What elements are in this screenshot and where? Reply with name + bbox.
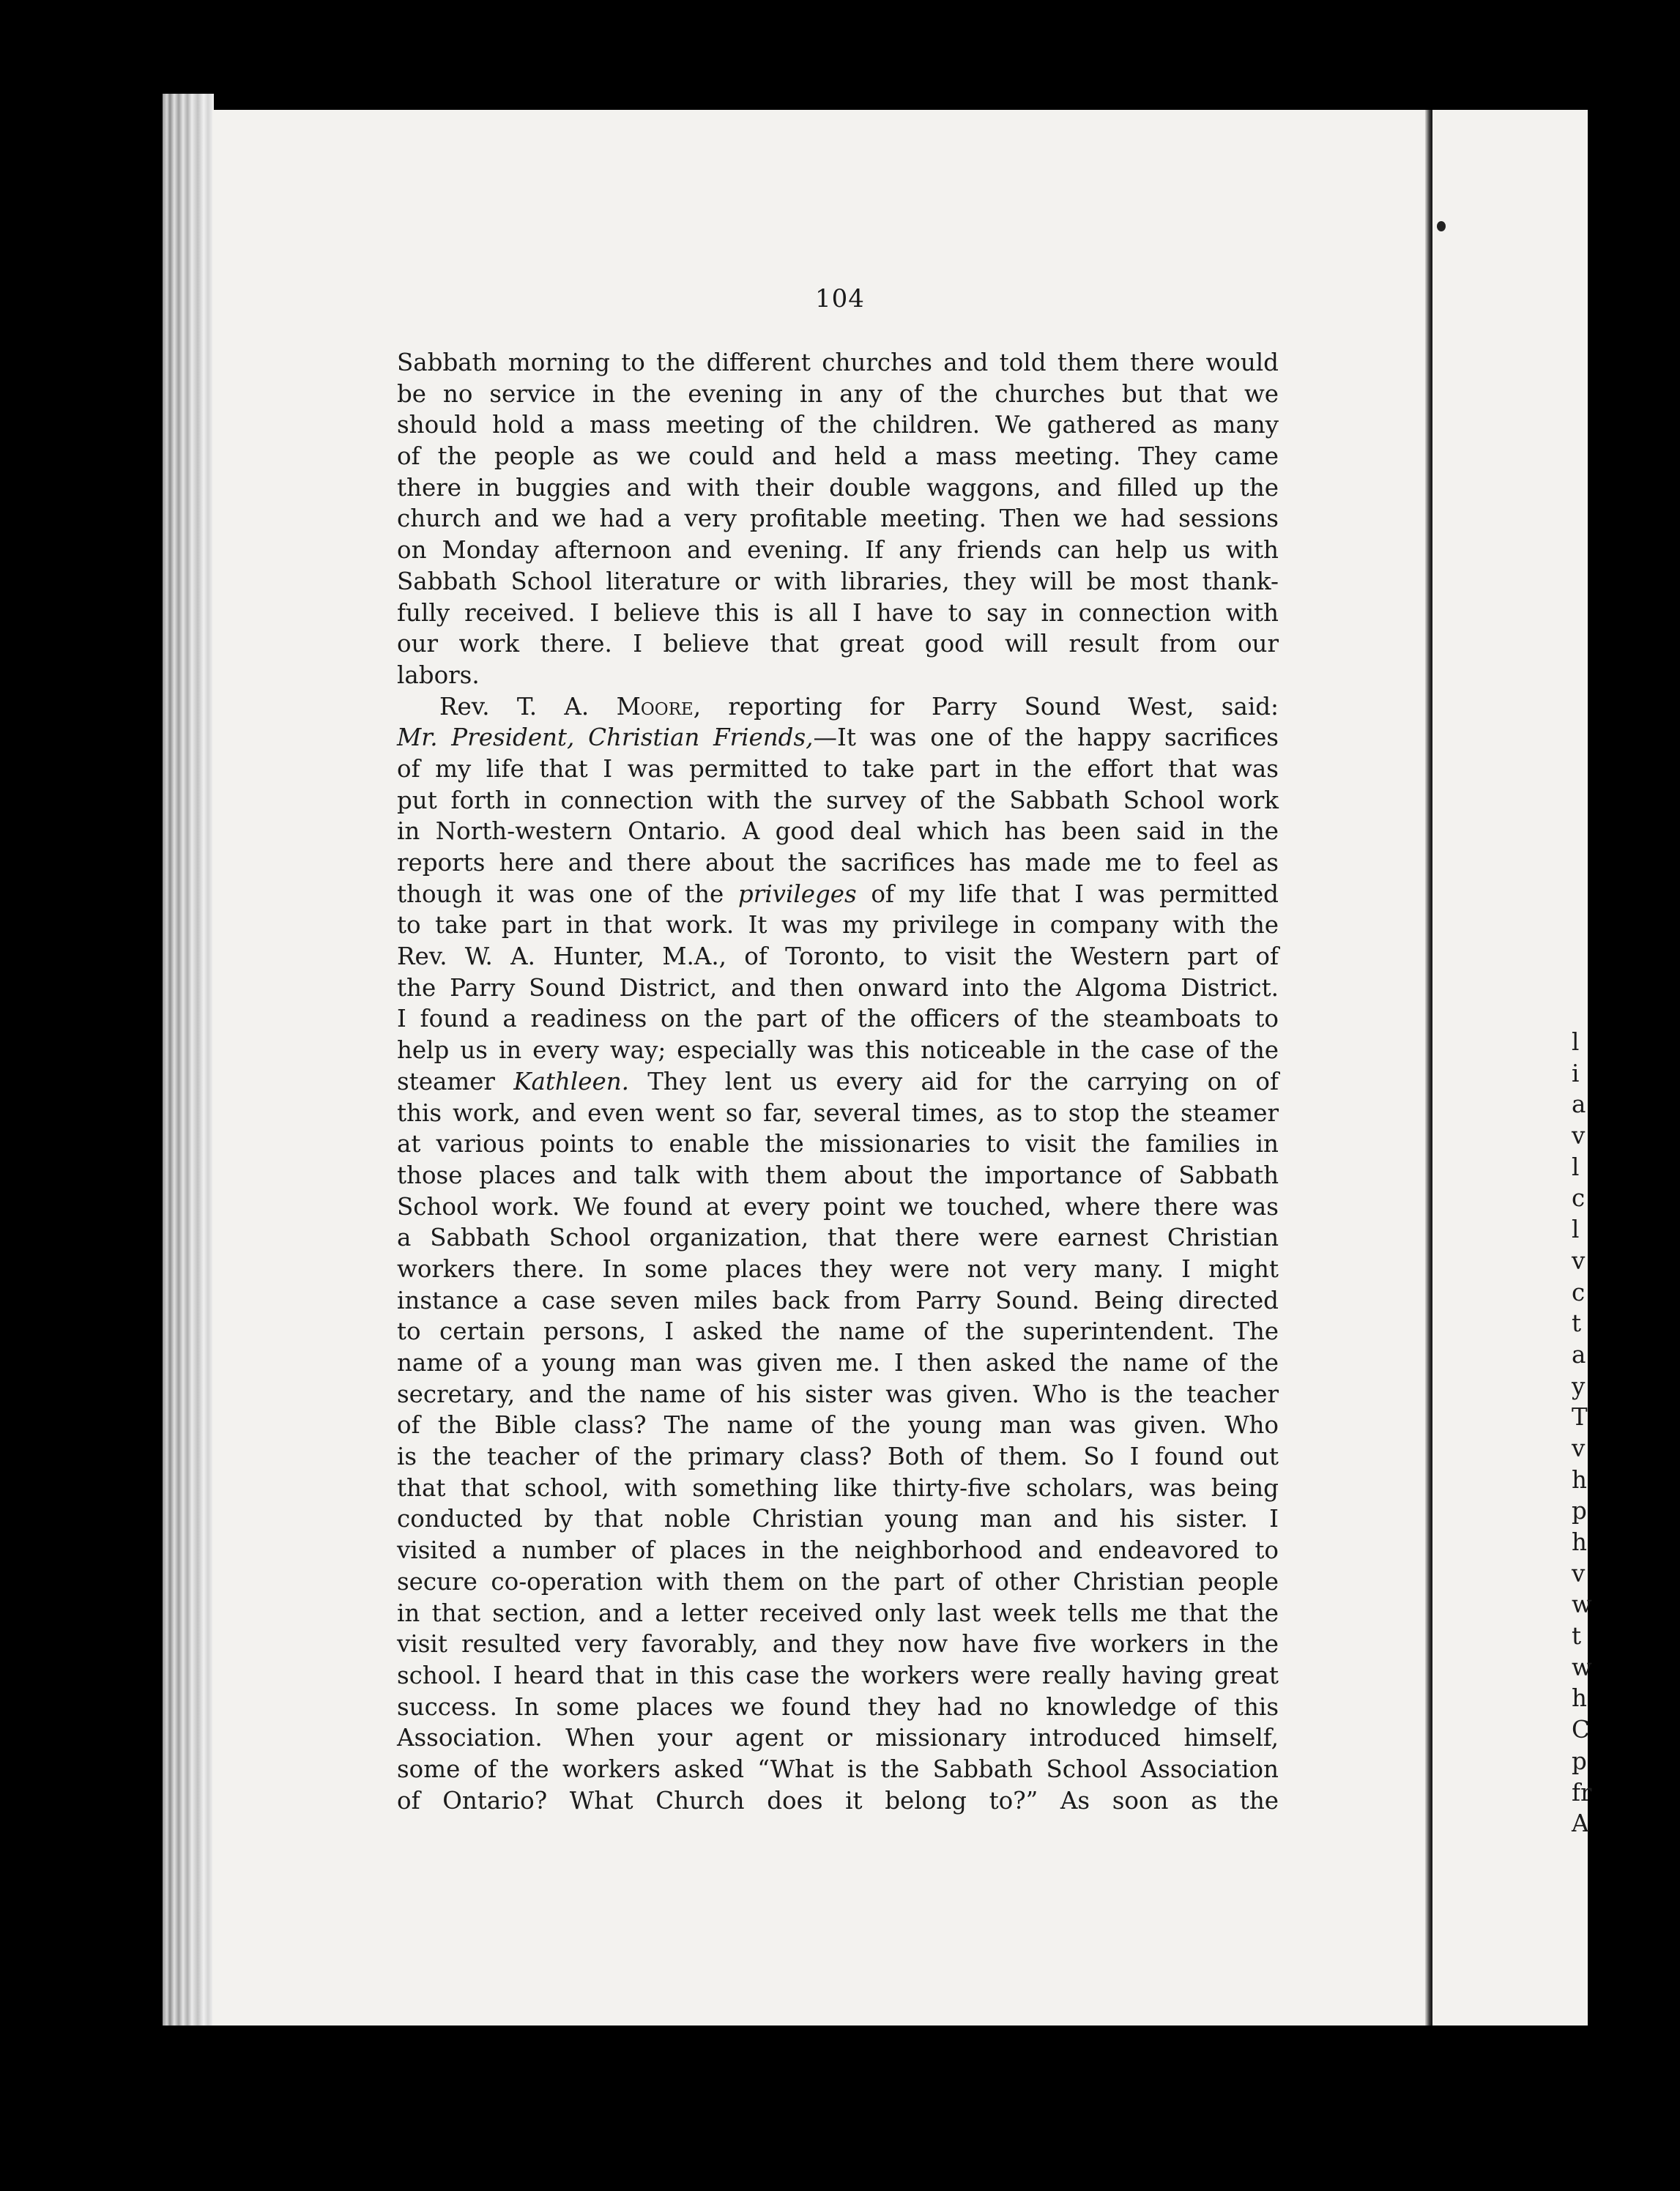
page-number: 104 bbox=[815, 284, 865, 313]
edge-letter: t bbox=[1572, 1309, 1582, 1338]
text-line: a Sabbath School organization, that there were earnest Christian bbox=[397, 1224, 1279, 1252]
text-line: name of a young man was given me. I then asked the name of the bbox=[397, 1349, 1279, 1377]
text-line: there in buggies and with their double waggons, and filled up the bbox=[397, 473, 1279, 502]
steamer-line bbox=[397, 1066, 1279, 1098]
text-line: secure co-operation with them on the part of other Christian people bbox=[397, 1567, 1279, 1596]
edge-letter: v bbox=[1572, 1434, 1586, 1462]
text-line: should hold a mass meeting of the children. We gathered as many bbox=[397, 411, 1279, 439]
text-line: some of the workers asked “What is the Sabbath School Association bbox=[397, 1755, 1279, 1783]
steamer-post: They lent us every aid for the carrying on of bbox=[628, 1067, 1279, 1096]
text-line: at various points to enable the missionaries to visit the families in bbox=[397, 1130, 1279, 1158]
privileges-post: of my life that I was permitted bbox=[856, 879, 1279, 908]
text-line: of my life that I was permitted to take part in the effort that was bbox=[397, 754, 1279, 783]
edge-letter: p bbox=[1572, 1497, 1587, 1525]
salutation-line bbox=[397, 722, 1279, 754]
edge-letter: C bbox=[1572, 1716, 1590, 1744]
text-line: our work there. I believe that great good will result from our bbox=[397, 630, 1279, 658]
text-line: school. I heard that in this case the workers were really having great bbox=[397, 1661, 1279, 1689]
body-text bbox=[397, 347, 1279, 1816]
text-line: in that section, and a letter received only last week tells me that the bbox=[397, 1599, 1279, 1627]
text-line: of the people as we could and held a mass meeting. They came bbox=[397, 442, 1279, 471]
privileges-pre: though it was one of the bbox=[397, 879, 738, 908]
edge-letter: i bbox=[1572, 1059, 1580, 1087]
text-line: Sabbath School literature or with libraries, they will be most thank- bbox=[397, 567, 1279, 595]
speaker-name: Moore bbox=[616, 692, 694, 721]
edge-letter: h bbox=[1572, 1684, 1587, 1713]
text-line: help us in every way; especially was this noticeable in the case of the bbox=[397, 1036, 1279, 1065]
book-gutter bbox=[1425, 110, 1432, 2026]
edge-letter: h bbox=[1572, 1465, 1587, 1494]
salutation-rest: —It was one of the happy sacrifices bbox=[813, 723, 1279, 752]
text-line: in North-western Ontario. A good deal which has been said in the bbox=[397, 817, 1279, 846]
text-line: be no service in the evening in any of the churches but that we bbox=[397, 379, 1279, 408]
text-line: that that school, with something like thirty-five scholars, was being bbox=[397, 1473, 1279, 1502]
edge-letter: c bbox=[1572, 1184, 1586, 1213]
edge-letter: T bbox=[1572, 1403, 1588, 1432]
edge-letter: A bbox=[1572, 1809, 1589, 1838]
book-page-right-edge bbox=[1432, 110, 1588, 2026]
edge-letter: a bbox=[1572, 1090, 1586, 1119]
edge-letter: y bbox=[1572, 1372, 1586, 1400]
text-line: reports here and there about the sacrifices has made me to feel as bbox=[397, 849, 1279, 877]
next-page-letters bbox=[1572, 1027, 1594, 1840]
text-line: the Parry Sound District, and then onward into the Algoma District. bbox=[397, 973, 1279, 1002]
edge-letter: fr bbox=[1572, 1778, 1592, 1807]
text-line: is the teacher of the primary class? Both of them. So I found out bbox=[397, 1443, 1279, 1471]
speaker-line bbox=[397, 691, 1279, 723]
text-line: labors. bbox=[397, 661, 480, 689]
speaker-prefix: Rev. T. A. bbox=[439, 692, 617, 721]
text-line: Sabbath morning to the different churches and told them there would bbox=[397, 349, 1279, 376]
text-line: on Monday afternoon and evening. If any friends can help us with bbox=[397, 536, 1279, 565]
edge-letter: l bbox=[1572, 1028, 1580, 1056]
text-line: visited a number of places in the neighborhood and endeavored to bbox=[397, 1536, 1279, 1565]
text-line: workers there. In some places they were not very many. I might bbox=[397, 1254, 1279, 1283]
text-line: visit resulted very favorably, and they now have five workers in the bbox=[397, 1630, 1279, 1659]
text-line: fully received. I believe this is all I have to say in connection with bbox=[397, 598, 1279, 627]
edge-letter: v bbox=[1572, 1246, 1586, 1275]
edge-letter: a bbox=[1572, 1340, 1586, 1369]
speaker-suffix: , reporting for Parry Sound West, said: bbox=[693, 692, 1279, 721]
edge-letter: l bbox=[1572, 1153, 1580, 1181]
edge-letter: v bbox=[1572, 1559, 1586, 1588]
privileges-line bbox=[397, 879, 1279, 910]
text-line: those places and talk with them about the importance of Sabbath bbox=[397, 1161, 1279, 1189]
steamer-pre: steamer bbox=[397, 1067, 514, 1096]
text-line: Association. When your agent or missionary introduced himself, bbox=[397, 1724, 1279, 1752]
book-page-edges bbox=[163, 94, 214, 2026]
scan-speck bbox=[1437, 221, 1446, 231]
edge-letter: h bbox=[1572, 1528, 1587, 1556]
text-line: of the Bible class? The name of the young man was given. Who bbox=[397, 1411, 1279, 1440]
text-line: to certain persons, I asked the name of the superintendent. The bbox=[397, 1317, 1279, 1346]
edge-letter: p bbox=[1572, 1747, 1587, 1775]
text-line: conducted by that noble Christian young man and his sister. I bbox=[397, 1505, 1279, 1533]
text-line: put forth in connection with the survey of the Sabbath School work bbox=[397, 786, 1279, 814]
privileges-word: privileges bbox=[737, 879, 857, 908]
text-line: I found a readiness on the part of the officers of the steamboats to bbox=[397, 1005, 1279, 1033]
edge-letter: w bbox=[1572, 1653, 1592, 1681]
text-line: Rev. W. A. Hunter, M.A., of Toronto, to visit the Western part of bbox=[397, 942, 1279, 971]
edge-letter: t bbox=[1572, 1622, 1582, 1651]
text-line: instance a case seven miles back from Parry Sound. Being directed bbox=[397, 1286, 1279, 1314]
text-line: of Ontario? What Church does it belong to?” As soon as the bbox=[397, 1786, 1279, 1815]
text-line: secretary, and the name of his sister was given. Who is the teacher bbox=[397, 1380, 1279, 1408]
salutation: Mr. President, Christian Friends, bbox=[397, 723, 814, 752]
edge-letter: l bbox=[1572, 1216, 1580, 1244]
edge-letter: c bbox=[1572, 1278, 1586, 1306]
text-line: this work, and even went so far, several times, as to stop the steamer bbox=[397, 1098, 1279, 1127]
text-line: to take part in that work. It was my privilege in company with the bbox=[397, 911, 1279, 940]
text-line: success. In some places we found they had no knowledge of this bbox=[397, 1692, 1279, 1721]
text-line: church and we had a very profitable meeting. Then we had sessions bbox=[397, 505, 1279, 533]
edge-letter: w bbox=[1572, 1591, 1592, 1619]
text-line: School work. We found at every point we touched, where there was bbox=[397, 1192, 1279, 1221]
steamer-name: Kathleen. bbox=[513, 1067, 629, 1096]
edge-letter: v bbox=[1572, 1122, 1586, 1150]
